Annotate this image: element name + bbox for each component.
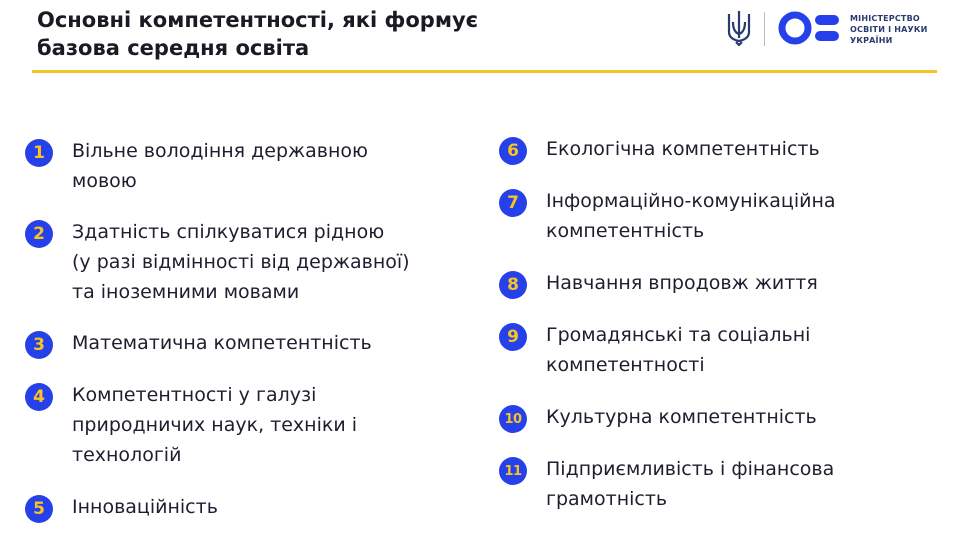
competency-line: технологій: [72, 444, 182, 466]
competency-line: грамотність: [546, 488, 668, 510]
competency-line: Компетентності у галузі: [72, 384, 317, 406]
competency-text: [546, 402, 926, 432]
competency-line: мовою: [72, 170, 137, 192]
competency-number-badge: 3: [25, 331, 53, 359]
competency-line: компетентності: [546, 354, 705, 376]
competency-text: [546, 320, 926, 380]
competency-line: Інформаційно-комунікаційна: [546, 190, 836, 212]
competency-line: Здатність спілкуватися рідною: [72, 221, 385, 243]
competency-text: [546, 134, 926, 164]
competency-number-badge: 11: [499, 457, 527, 485]
page-title: [37, 6, 478, 62]
competency-number-badge: 2: [25, 220, 53, 248]
page-title-line-1: Основні компетентності, які формує: [37, 8, 479, 32]
competency-number-badge: 10: [499, 405, 527, 433]
competency-line: Культурна компетентність: [546, 406, 817, 428]
header-divider: [32, 70, 937, 73]
ministry-name-line-2: ОСВІТИ І НАУКИ: [850, 25, 928, 34]
competency-line: Навчання впродовж життя: [546, 272, 818, 294]
competency-line: Підприємливість і фінансова: [546, 458, 835, 480]
competency-line: природничих наук, техніки і: [72, 414, 357, 436]
trident-icon: [726, 8, 752, 46]
competency-line: Екологічна компетентність: [546, 138, 820, 160]
competency-line: компетентність: [546, 220, 705, 242]
competency-line: та іноземними мовами: [72, 281, 300, 303]
competency-number-badge: 8: [499, 271, 527, 299]
competency-number-badge: 6: [499, 137, 527, 165]
ministry-name: [850, 13, 928, 46]
ministry-name-line-1: МІНІСТЕРСТВО: [850, 14, 920, 23]
competency-text: [72, 136, 452, 196]
competency-text: [72, 217, 452, 307]
competency-text: [546, 186, 926, 246]
competency-text: [546, 268, 926, 298]
competency-text: [72, 328, 452, 358]
logo-separator: [764, 12, 765, 46]
ministry-logo: [726, 8, 948, 48]
competency-text: [72, 492, 452, 522]
page-title-line-2: базова середня освіта: [37, 36, 310, 60]
competency-line: Математична компетентність: [72, 332, 372, 354]
competency-text: [546, 454, 926, 514]
ministry-name-line-3: УКРАЇНИ: [850, 36, 893, 45]
competency-number-badge: 5: [25, 495, 53, 523]
competency-number-badge: 7: [499, 189, 527, 217]
competency-line: Інноваційність: [72, 496, 218, 518]
competency-number-badge: 1: [25, 139, 53, 167]
competency-line: Вільне володіння державною: [72, 140, 369, 162]
competency-text: [72, 380, 452, 470]
competency-number-badge: 9: [499, 323, 527, 351]
competency-line: Громадянські та соціальні: [546, 324, 811, 346]
competency-number-badge: 4: [25, 383, 53, 411]
competency-line: (у разі відмінності від державної): [72, 251, 410, 273]
mon-logo-mark-icon: [778, 11, 844, 45]
